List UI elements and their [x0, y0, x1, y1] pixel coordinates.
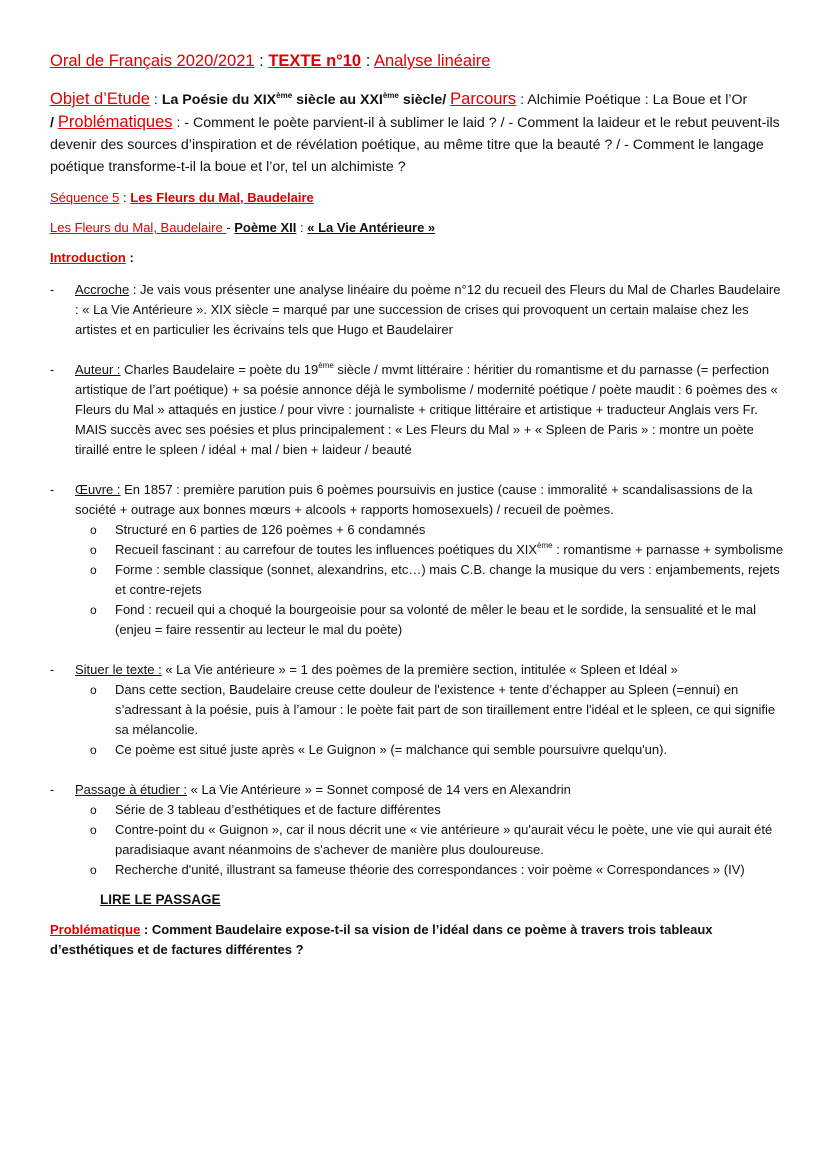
lire-le-passage-heading: LIRE LE PASSAGE	[100, 892, 221, 907]
colon: :	[119, 190, 131, 205]
sub-item	[75, 600, 785, 640]
dash: -	[226, 220, 235, 235]
oeuvre-label: Œuvre :	[75, 482, 121, 497]
accroche-item	[50, 280, 785, 340]
problematiques-text: : - Comment le poète parvient-il à sublimer le laid ? / - Comment la laideur et le rebut peuvent-ils devenir des sources d’inspiration et de révélation poétique, au même titre que la beauté ? / - Comment le langage poétique transforme-t-il la boue et l’or, tel un alchimiste ?	[50, 115, 780, 175]
sub-item-text: Contre-point du « Guignon », car il nous décrit une « vie antérieure » qu'aurait vécu le poète, une vie qui aurait été paradisiaque avant néanmoins de s'achever de manière plus douloureuse.	[115, 822, 773, 857]
auteur-item	[50, 360, 785, 460]
superscript: ème	[318, 361, 334, 370]
circle-bullet: o	[90, 563, 97, 577]
parcours-text: : Alchimie Poétique : La Boue et l’Or	[516, 92, 748, 108]
objet-poesie	[162, 92, 450, 108]
oeuvre-text: En 1857 : première parution puis 6 poèmes poursuivis en justice (cause : immoralité + scandalisassions de la société + outrage aux bonnes mœurs + alcools + rapports homosexuels) / recueil de poèmes.	[75, 482, 753, 517]
poesie-text: La Poésie du XIX	[161, 92, 277, 108]
passage-text: « La Vie Antérieure » = Sonnet composé de 14 vers en Alexandrin	[187, 782, 571, 797]
situer-text: « La Vie antérieure » = 1 des poèmes de la première section, intitulée « Spleen et Idéal »	[161, 662, 678, 677]
dash-bullet: -	[50, 282, 55, 297]
title-oral: Oral de Français 2020/2021	[50, 52, 255, 70]
colon: :	[140, 922, 152, 937]
circle-bullet: o	[90, 823, 97, 837]
oeuvre-item	[50, 480, 785, 520]
document-title	[50, 50, 785, 72]
sub-item	[75, 800, 785, 820]
introduction-label: Introduction	[50, 250, 126, 265]
problematiques-label: Problématiques	[57, 113, 173, 131]
siecle-text: siècle/	[398, 92, 451, 108]
sequence-label: Séquence 5	[50, 190, 120, 205]
sub-item	[75, 680, 785, 740]
title-texte: TEXTE n°10	[268, 52, 362, 70]
sub-item	[75, 520, 785, 540]
title-sep: :	[361, 52, 374, 70]
problematique-text: Comment Baudelaire expose-t-il sa vision de l’idéal dans ce poème à travers trois tableaux d’esthétiques et de factures différentes ?	[50, 922, 713, 957]
auteur-text: siècle / mvmt littéraire : héritier du romantisme et du parnasse (= perfection artistique de l’art poétique) + sa poésie annonce déjà le symbolisme / modernité poétique / poète maudit : 6 poèmes des « Fleurs du Mal » attaqués en justice / pour vivre : journaliste + critique littéraire et artistique + traducteur Anglais vers Fr. MAIS succès avec ses poésies et plus principalement : « Les Fleurs du Mal » + « Spleen de Paris » : montre un poète tiraillé entre le spleen / idéal + mal / bien + laideur / beauté	[75, 362, 778, 457]
sub-item-text: Recherche d'unité, illustrant sa fameuse théorie des correspondances : voir poème « Correspondances » (IV)	[115, 862, 745, 877]
siecle-text: siècle au XXI	[292, 92, 383, 108]
dash-bullet: -	[50, 782, 55, 797]
problematique-label: Problématique	[50, 922, 141, 937]
colon: :	[125, 250, 134, 265]
circle-bullet: o	[90, 803, 97, 817]
sub-item	[75, 540, 785, 560]
circle-bullet: o	[90, 543, 97, 557]
title-sep: :	[254, 52, 269, 70]
circle-bullet: o	[90, 863, 97, 877]
circle-bullet: o	[90, 523, 97, 537]
sub-item	[75, 820, 785, 860]
introduction-heading	[50, 248, 785, 268]
colon: :	[149, 92, 162, 108]
sub-item-text: Fond : recueil qui a choqué la bourgeoisie pour sa volonté de mêler le beau et le sordide, la sensualité et le mal (enjeu = faire ressentir au lecteur le mal du poète)	[115, 602, 757, 637]
sub-item	[75, 860, 785, 880]
document-page	[50, 50, 785, 960]
passage-item	[50, 780, 785, 800]
sub-item-text: Structuré en 6 parties de 126 poèmes + 6 condamnés	[115, 522, 426, 537]
passage-label: Passage à étudier :	[75, 782, 188, 797]
poem-title: « La Vie Antérieure »	[307, 220, 436, 235]
superscript: ème	[276, 91, 293, 100]
sub-item-text: Série de 3 tableau d’esthétiques et de facture différentes	[115, 802, 441, 817]
superscript: ème	[382, 91, 399, 100]
auteur-text: Charles Baudelaire = poète du 19	[120, 362, 319, 377]
objet-label: Objet d’Etude	[50, 90, 150, 108]
slash: /	[50, 115, 58, 131]
sub-item-text: Recueil fascinant : au carrefour de toutes les influences poétiques du XIX	[115, 542, 538, 557]
sub-item-text: Ce poème est situé juste après « Le Guignon » (= malchance qui semble poursuivre quelqu'un).	[115, 742, 668, 757]
sub-item-text: : romantisme + parnasse + symbolisme	[552, 542, 784, 557]
auteur-label: Auteur :	[75, 362, 121, 377]
sub-item	[75, 740, 785, 760]
accroche-label: Accroche	[75, 282, 130, 297]
sub-item-text: Forme : semble classique (sonnet, alexandrins, etc…) mais C.B. change la musique du vers : enjambements, rejets et contre-rejets	[115, 562, 780, 597]
poem-line	[50, 218, 785, 238]
sub-item	[75, 560, 785, 600]
poem-number: Poème XII	[234, 220, 297, 235]
objet-etude-paragraph	[50, 88, 785, 178]
poem-book: Les Fleurs du Mal, Baudelaire	[50, 220, 227, 235]
dash-bullet: -	[50, 362, 55, 377]
situer-item	[50, 660, 785, 680]
title-analyse: Analyse linéaire	[373, 52, 491, 70]
situer-label: Situer le texte :	[75, 662, 162, 677]
accroche-text: : Je vais vous présenter une analyse linéaire du poème n°12 du recueil des Fleurs du Mal de Charles Baudelaire : « La Vie Antérieure ». XIX siècle = marqué par une succession de crises qui provoquent un certain malaise chez les artistes et en particulier les écrivains tels que Hugo et Baudelairer	[75, 282, 781, 337]
circle-bullet: o	[90, 743, 97, 757]
parcours-label: Parcours	[450, 90, 517, 108]
dash-bullet: -	[50, 662, 55, 677]
circle-bullet: o	[90, 603, 97, 617]
problematique-paragraph	[50, 920, 785, 960]
dash-bullet: -	[50, 482, 55, 497]
sub-item-text: Dans cette section, Baudelaire creuse cette douleur de l'existence + tente d’échapper au Spleen (=ennui) en s’adressant à la poésie, puis à l’amour : le poète fait part de son tiraillement entre l'idéal et le spleen, ce qui signifie sa mélancolie.	[115, 682, 776, 737]
superscript: ème	[537, 541, 553, 550]
sequence-line	[50, 188, 785, 208]
colon: :	[296, 220, 308, 235]
sequence-title: Les Fleurs du Mal, Baudelaire	[130, 190, 314, 205]
circle-bullet: o	[90, 683, 97, 697]
